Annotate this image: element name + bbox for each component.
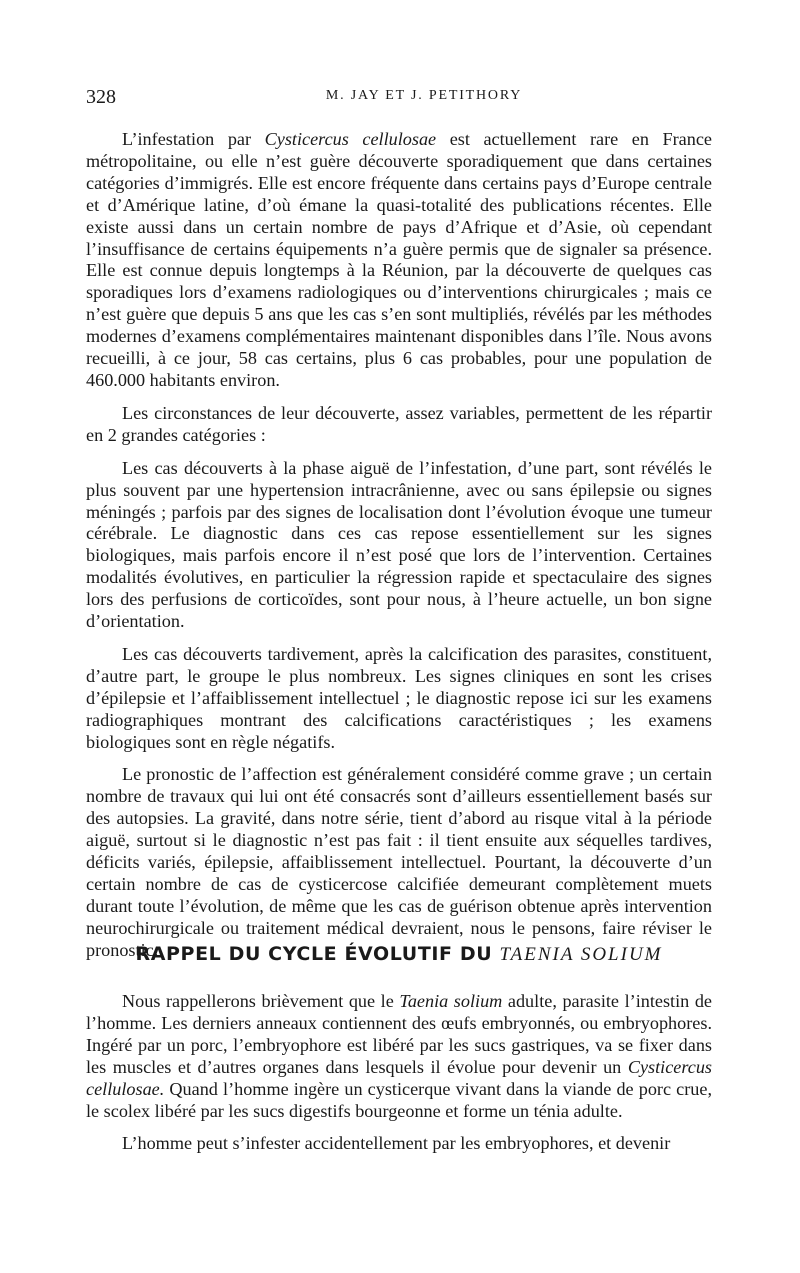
- paragraph-prognosis: Le pronostic de l’affection est généralement considéré comme grave ; un certain nombre de travaux qui lui ont été consacrés sont d’ailleurs essentiellement basés sur des autopsies. La gravité, dans notre série, tient d’abord au risque vital à la période aiguë, surtout si le diagnostic n’est pas fait : il tient ensuite aux séquelles tardives, déficits variés, épilepsie, affaiblissement intellectuel. Pourtant, la découverte d’un certain nombre de cas de cysticercose calcifiée demeurant complètement muets durant toute l’évolution, de même que les cas de guérison obtenue après intervention neurochirurgicale ou traitement médical devraient, nous le pensons, faire réviser le pronostic.: [86, 764, 712, 960]
- section-heading-main: RAPPEL DU CYCLE ÉVOLUTIF DU: [135, 943, 500, 965]
- page-header: [86, 86, 712, 110]
- paragraph-human-infestation: L’homme peut s’infester accidentellement par les embryophores, et devenir: [122, 1133, 671, 1154]
- paragraph-late-cases: Les cas découverts tardivement, après la calcification des parasites, constituent, d’autre part, le groupe le plus nombreux. Les signes cliniques en sont les crises d’épilepsie et l’affaiblissement intellectuel ; le diagnostic repose ici sur les examens radiographiques montrant des calcifications caractéristiques ; les examens biologiques sont en règle négatifs.: [86, 643, 712, 752]
- body-text: [86, 129, 712, 973]
- species-name: Cysticercus cellulosae: [264, 129, 437, 149]
- species-name: Taenia solium: [399, 991, 503, 1011]
- section-heading-species: TAENIA SOLIUM: [499, 944, 663, 965]
- paragraph-circumstances: Les circonstances de leur découverte, assez variables, permettent de les répartir en 2 grandes catégories :: [86, 402, 712, 445]
- paragraph-infestation: L’infestation par Cysticercus cellulosae est actuellement rare en France métropolitaine, ou elle n’est guère découverte sporadiquement que dans certaines catégories d’immigrés. Elle est encore fréquente dans certains pays d’Europe centrale et d’Amérique latine, d’où émane la quasi-totalité des publications récentes. Elle existe aussi dans un certain nombre de pays d’Afrique et d’Asie, où cependant l’insuffisance de certains équipements n’a guère permis que de signaler sa présence. Elle est connue depuis longtemps à la Réunion, par la découverte de quelques cas sporadiques lors d’examens radiologiques ou d’interventions chirurgicales ; mais ce n’est guère que depuis 5 ans que les cas s’en sont multipliés, révélés par les méthodes modernes d’examens complémentaires maintenant disponibles dans l’île. Nous avons recueilli, à ce jour, 58 cas certains, plus 6 cas probables, pour une population de 460.000 habitants environ.: [86, 129, 712, 390]
- running-head: M. JAY ET J. PETITHORY: [325, 88, 523, 103]
- section-text: [86, 991, 712, 1155]
- species-name: Cysticercus cellulosae.: [86, 1056, 712, 1099]
- page-number: 328: [86, 86, 116, 108]
- paragraph-cycle: Nous rappellerons brièvement que le Taenia solium adulte, parasite l’intestin de l’homme. Les derniers anneaux contiennent des œufs embryonnés, ou embryophores. Ingéré par un porc, l’embryophore est libéré par les sucs gastriques, va se fixer dans les muscles et d’autres organes dans lesquels il évolue pour devenir un Cysticercus cellulosae. Quand l’homme ingère un cysticerque vivant dans la viande de porc crue, le scolex libéré par les sucs digestifs bourgeonne et forme un ténia adulte.: [86, 991, 712, 1121]
- section-heading: [86, 943, 712, 966]
- paragraph-acute-cases: Les cas découverts à la phase aiguë de l’infestation, d’une part, sont révélés le plus souvent par une hypertension intracrânienne, avec ou sans épilepsie ou signes méningés ; parfois par des signes de localisation dont l’évolution évoque une tumeur cérébrale. Le diagnostic dans ces cas repose essentiellement sur les signes biologiques, mais parfois encore il n’est posé que lors de l’intervention. Certaines modalités évolutives, en particulier la régression rapide et spectaculaire des signes lors des perfusions de corticoïdes, sont pour nous, à l’heure actuelle, un bon signe d’orientation.: [86, 457, 712, 632]
